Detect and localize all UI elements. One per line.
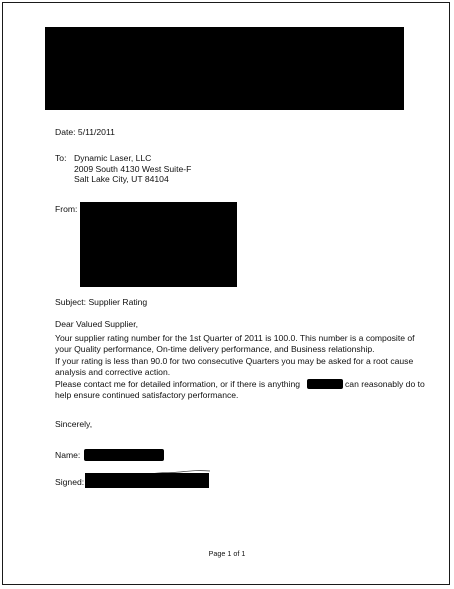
body-paragraph-2: If your rating is less than 90.0 for two consecutive Quarters you may be asked for a root cause analysis and corrective action. [55, 356, 414, 377]
body-paragraph-1: Your supplier rating number for the 1st Quarter of 2011 is 100.0. This number is a composite of your Quality performance, On-time delivery performance, and Business relationship. [55, 333, 415, 354]
redacted-name [84, 449, 164, 461]
signed-label: Signed: [55, 477, 85, 487]
letter-subject: Subject: Supplier Rating [55, 297, 148, 307]
redacted-letterhead [45, 27, 404, 110]
redacted-sender [80, 202, 237, 287]
letter-salutation: Dear Valued Supplier, [55, 319, 138, 329]
redacted-signature [85, 473, 209, 488]
body-paragraph-3-end: can reasonably do to help ensure continued satisfactory performance. [55, 379, 425, 400]
body-paragraph-3-start: Please contact me for detailed information, or if there is anything [55, 379, 301, 389]
from-label: From: [55, 204, 78, 214]
name-label: Name: [55, 450, 81, 460]
to-address-line-1: Dynamic Laser, LLC [74, 153, 152, 163]
to-address-line-2: 2009 South 4130 West Suite-F [74, 163, 192, 174]
to-address [74, 153, 191, 185]
page-footer: Page 1 of 1 [208, 549, 246, 558]
to-label: To: [55, 153, 67, 163]
letter-closing: Sincerely, [55, 419, 93, 429]
to-address-line-3: Salt Lake City, UT 84104 [74, 174, 169, 184]
letter-date: Date: 5/11/2011 [55, 127, 115, 137]
